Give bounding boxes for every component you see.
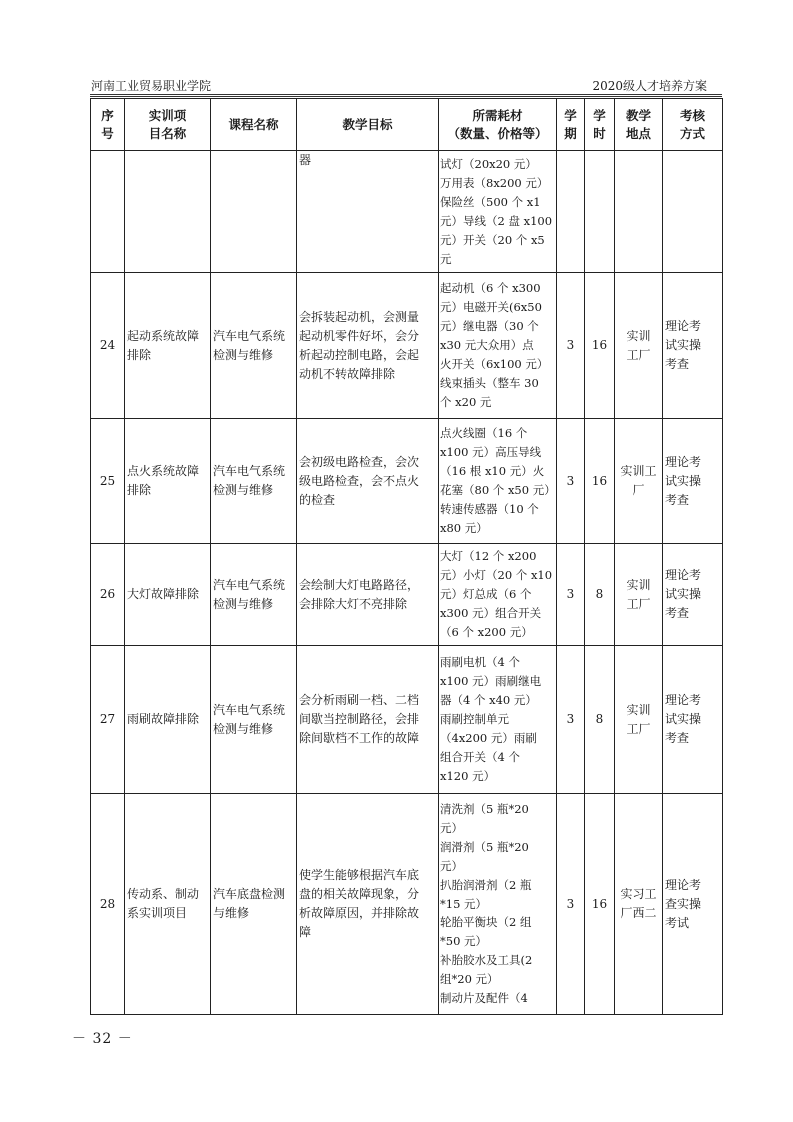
- cell-assessment: 理论考 试实操 考查: [663, 544, 723, 646]
- cell-project: 传动系、制动 系实训项目: [125, 794, 211, 1015]
- cell-project: 起动系统故障 排除: [125, 273, 211, 419]
- cell-goal: 使学生能够根据汽车底 盘的相关故障现象，分 析故障原因，并排除故 障: [297, 794, 439, 1015]
- header-school: 河南工业贸易职业学院: [91, 79, 212, 93]
- cell-project: 雨刷故障排除: [125, 646, 211, 794]
- cell-course: 汽车电气系统 检测与维修: [211, 419, 297, 544]
- cell-no: 27: [91, 646, 125, 794]
- col-header-no: 序 号: [91, 99, 125, 151]
- cell-course: [211, 151, 297, 273]
- col-header-assessment: 考核 方式: [663, 99, 723, 151]
- col-header-consumables: 所需耗材 （数量、价格等）: [439, 99, 557, 151]
- cell-location: 实训 工厂: [615, 273, 663, 419]
- cell-assessment: 理论考 试实操 考查: [663, 646, 723, 794]
- cell-assessment: 理论考 试实操 考查: [663, 419, 723, 544]
- header-rule-thin: [90, 96, 722, 97]
- cell-goal: 会分析雨刷一档、二档 间歇当控制路径，会排 除间歇档不工作的故障: [297, 646, 439, 794]
- cell-consumables: 点火线圈（16 个 x100 元）高压导线 （16 根 x10 元）火 花塞（80 个 x50 元） 转速传感器（10 个 x80 元）: [439, 419, 557, 544]
- cell-hours: [585, 151, 615, 273]
- cell-no: 24: [91, 273, 125, 419]
- col-header-term: 学 期: [557, 99, 585, 151]
- cell-assessment: [663, 151, 723, 273]
- table-row: [91, 544, 723, 646]
- table-row: [91, 273, 723, 419]
- table-row: [91, 419, 723, 544]
- cell-location: 实训工 厂: [615, 419, 663, 544]
- cell-term: 3: [557, 794, 585, 1015]
- table-row: [91, 794, 723, 1015]
- cell-no: 28: [91, 794, 125, 1015]
- cell-course: 汽车电气系统 检测与维修: [211, 544, 297, 646]
- cell-hours: 16: [585, 419, 615, 544]
- cell-term: 3: [557, 419, 585, 544]
- cell-project: 点火系统故障 排除: [125, 419, 211, 544]
- cell-goal: 会绘制大灯电路路径， 会排除大灯不亮排除: [297, 544, 439, 646]
- cell-term: 3: [557, 544, 585, 646]
- cell-hours: 16: [585, 273, 615, 419]
- cell-location: 实训 工厂: [615, 544, 663, 646]
- col-header-location: 教学 地点: [615, 99, 663, 151]
- cell-course: 汽车电气系统 检测与维修: [211, 273, 297, 419]
- col-header-goal: 教学目标: [297, 99, 439, 151]
- cell-consumables: 大灯（12 个 x200 元）小灯（20 个 x10 元）灯总成（6 个 x300 元）组合开关 （6 个 x200 元）: [439, 544, 557, 646]
- col-header-project: 实训项 目名称: [125, 99, 211, 151]
- cell-consumables: 雨刷电机（4 个 x100 元）雨刷继电 器（4 个 x40 元） 雨刷控制单元 （4x200 元）雨刷 组合开关（4 个 x120 元）: [439, 646, 557, 794]
- table-row: [91, 646, 723, 794]
- cell-location: 实习工 厂西二: [615, 794, 663, 1015]
- cell-assessment: 理论考 试实操 考查: [663, 273, 723, 419]
- table-row-continued: [91, 151, 723, 273]
- cell-no: 26: [91, 544, 125, 646]
- header-rule: [90, 94, 722, 95]
- cell-term: 3: [557, 273, 585, 419]
- cell-consumables: 试灯（20x20 元） 万用表（8x200 元） 保险丝（500 个 x1 元）导线（2 盘 x100 元）开关（20 个 x5 元: [439, 151, 557, 273]
- cell-term: [557, 151, 585, 273]
- col-header-course: 课程名称: [211, 99, 297, 151]
- cell-goal: 器: [297, 151, 439, 273]
- training-table: [90, 98, 723, 1015]
- cell-course: 汽车电气系统 检测与维修: [211, 646, 297, 794]
- cell-project: [125, 151, 211, 273]
- page-number: － 32 －: [72, 1031, 133, 1047]
- cell-consumables: 起动机（6 个 x300 元）电磁开关(6x50 元）继电器（30 个 x30 元大众用）点 火开关（6x100 元） 线束插头（整车 30 个 x20 元: [439, 273, 557, 419]
- cell-hours: 8: [585, 544, 615, 646]
- cell-hours: 8: [585, 646, 615, 794]
- header-plan: 2020级人才培养方案: [592, 79, 707, 93]
- cell-no: 25: [91, 419, 125, 544]
- cell-location: 实训 工厂: [615, 646, 663, 794]
- table-header-row: [91, 99, 723, 151]
- cell-assessment: 理论考 查实操 考试: [663, 794, 723, 1015]
- cell-course: 汽车底盘检测 与维修: [211, 794, 297, 1015]
- cell-goal: 会初级电路检查，会次 级电路检查，会不点火 的检查: [297, 419, 439, 544]
- cell-project: 大灯故障排除: [125, 544, 211, 646]
- col-header-hours: 学 时: [585, 99, 615, 151]
- cell-location: [615, 151, 663, 273]
- cell-term: 3: [557, 646, 585, 794]
- cell-no: [91, 151, 125, 273]
- cell-hours: 16: [585, 794, 615, 1015]
- cell-consumables: 清洗剂（5 瓶*20 元） 润滑剂（5 瓶*20 元） 扒胎润滑剂（2 瓶 *15 元） 轮胎平衡块（2 组 *50 元） 补胎胶水及工具(2 组*20 元） 制动片及配件（4: [439, 794, 557, 1015]
- cell-goal: 会拆装起动机，会测量 起动机零件好坏，会分 析起动控制电路，会起 动机不转故障排除: [297, 273, 439, 419]
